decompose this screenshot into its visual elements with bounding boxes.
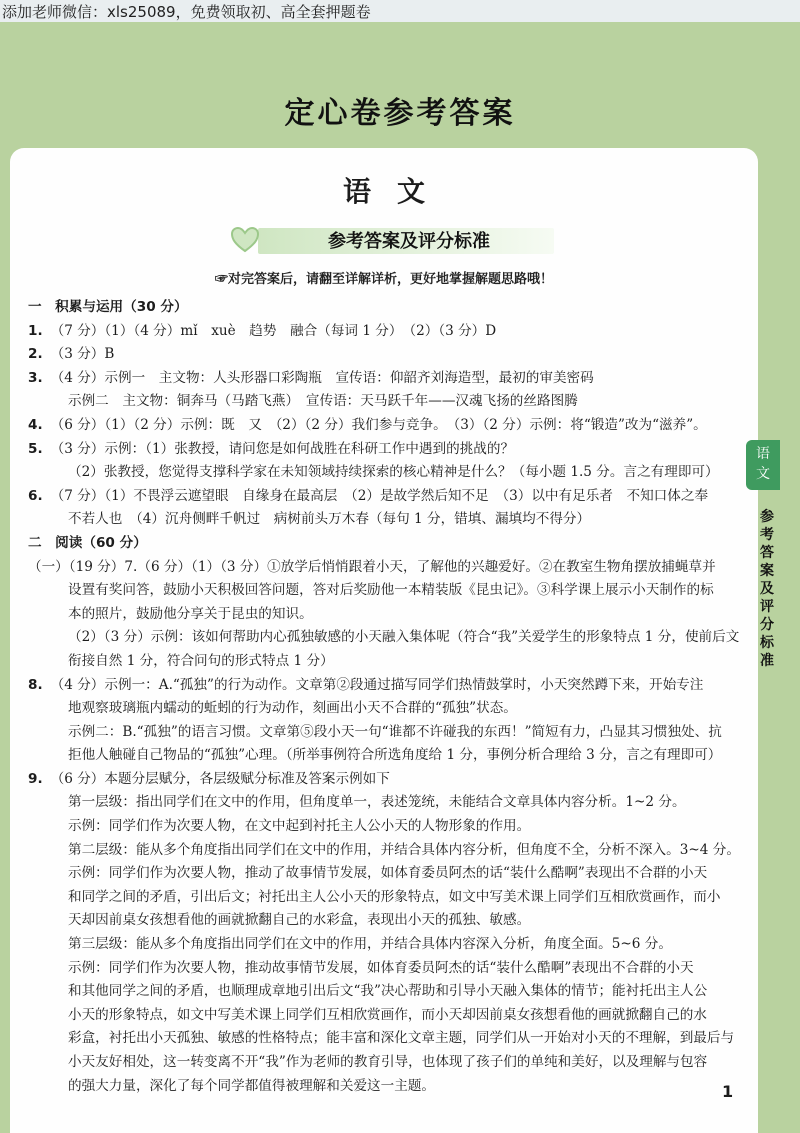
- answer-line: [28, 579, 750, 603]
- answer-line: [28, 556, 750, 580]
- question-text: （3 分）B: [50, 346, 115, 363]
- top-bar: [0, 0, 800, 22]
- question-text: （4 分）示例一 主文物：人头形器口彩陶瓶 宣传语：仰韶齐刘海造型，最初的审美密码: [50, 369, 594, 386]
- side-label-char: 考: [760, 527, 774, 543]
- answer-text: 示例：同学们作为次要人物，推动了故事情节发展，如体育委员阿杰的话“装什么酷啊”表现出不合群的小天: [68, 865, 708, 882]
- answer-line: [28, 390, 750, 414]
- section-banner: [224, 224, 554, 256]
- question-line: [28, 367, 750, 391]
- question-line: [28, 343, 750, 367]
- answer-line: [28, 1051, 750, 1075]
- answer-text: 和同学之间的矛盾，引出后文；衬托出主人公小天的形象特点，如文中写美术课上同学们互相欣赏画作，而小: [68, 888, 721, 905]
- question-text: （7 分）（1）（4 分）mǐ xuè 趋势 融合（每词 1 分） （2）（3 分）D: [50, 322, 497, 339]
- answer-text: （一）（19 分）7.（6 分）（1）（3 分）①放学后悄悄跟着小天，了解他的兴趣爱好。②在教室生物角摆放捕蝇草并: [28, 558, 716, 575]
- answer-line: [28, 957, 750, 981]
- question-number: 2.: [28, 346, 43, 363]
- page-number: 1: [722, 1082, 734, 1101]
- question-text: （4 分）示例一：A.“孤独”的行为动作。文章第②段通过描写同学们热情鼓掌时，小天突然蹲下来，开始专注: [50, 676, 704, 693]
- answer-text: 第三层级：能从多个角度指出同学们在文中的作用，并结合具体内容深入分析，角度全面。5~6 分。: [68, 936, 672, 953]
- answer-line: [28, 1075, 750, 1099]
- question-line: [28, 485, 750, 509]
- answer-text: 和其他同学之间的矛盾，也顺理成章地引出后文“我”决心帮助和引导小天融入集体的情节；能衬托出主人公: [68, 983, 708, 1000]
- answer-line: [28, 862, 750, 886]
- question-number: 5.: [28, 440, 43, 457]
- side-label-char: 标: [760, 635, 774, 651]
- answer-line: [28, 791, 750, 815]
- side-section-label: [756, 508, 778, 670]
- answer-text: 第一层级：指出同学们在文中的作用，但角度单一，表述笼统，未能结合文章具体内容分析。1~2 分。: [68, 794, 686, 811]
- side-label-char: 评: [760, 599, 774, 615]
- main-title: 定心卷参考答案: [284, 96, 516, 131]
- question-number: 6.: [28, 487, 43, 504]
- question-number: 9.: [28, 770, 43, 787]
- question-number: 3.: [28, 369, 43, 386]
- answer-text: 第二层级：能从多个角度指出同学们在文中的作用，并结合具体内容分析，但角度不全，分析不深入。3~4 分。: [68, 841, 740, 858]
- answer-line: [28, 1027, 750, 1051]
- answer-line: [28, 461, 750, 485]
- side-label-char: 参: [760, 509, 774, 525]
- answer-line: [28, 650, 750, 674]
- question-line: [28, 438, 750, 462]
- subject-tab[interactable]: [746, 440, 780, 490]
- answer-text: 本的照片，鼓励他分享关于昆虫的知识。: [68, 605, 313, 622]
- answer-line: [28, 744, 750, 768]
- question-text: （6 分）（1）（2 分）示例：既 又 （2）（2 分）我们参与竞争。 （3）（2 分）示例：将“锻造”改为“滋养”。: [50, 416, 707, 433]
- answer-text: 彩盒，衬托出小天孤独、敏感的性格特点；能丰富和深化文章主题，同学们从一开始对小天的不理解，到最后与: [68, 1030, 735, 1047]
- answer-text: 示例二：B.“孤独”的语言习惯。文章第⑤段小天一句“谁都不许碰我的东西！”简短有力，凸显其习惯独处、抗: [68, 723, 722, 740]
- answer-line: [28, 697, 750, 721]
- subject-tab-char: 语: [756, 446, 770, 462]
- answer-text: 设置有奖问答，鼓励小天积极回答问题，答对后奖励他一本精装版《昆虫记》。③科学课上展示小天制作的标: [68, 582, 714, 599]
- banner-text: 参考答案及评分标准: [328, 231, 490, 252]
- answer-line: [28, 1004, 750, 1028]
- answer-text: 示例：同学们作为次要人物，推动故事情节发展，如体育委员阿杰的话“装什么酷啊”表现出不合群的小天: [68, 959, 694, 976]
- section-heading-text: 一 积累与运用（30 分）: [28, 299, 188, 315]
- question-line: [28, 674, 750, 698]
- side-label-char: 答: [760, 545, 774, 561]
- question-text: （3 分）示例：（1）张教授，请问您是如何战胜在科研工作中遇到的挑战的？: [50, 440, 515, 457]
- answer-text: 衔接自然 1 分，符合问句的形式特点 1 分）: [68, 652, 334, 669]
- answer-text: 地观察玻璃瓶内蠕动的蚯蚓的行为动作，刻画出小天不合群的“孤独”状态。: [68, 700, 517, 717]
- answer-text: 不若人也 （4）沉舟侧畔千帆过 病树前头万木春（每句 1 分，错填、漏填均不得分）: [68, 511, 591, 528]
- answer-text: （2）张教授，您觉得支撑科学家在未知领域持续探索的核心精神是什么？（每小题 1.5 分。言之有理即可）: [68, 464, 719, 481]
- section-heading: [28, 296, 750, 320]
- answer-line: [28, 909, 750, 933]
- answer-line: [28, 603, 750, 627]
- answer-line: [28, 508, 750, 532]
- answer-content: [28, 296, 750, 1098]
- answer-line: [28, 886, 750, 910]
- answer-text: 拒他人触碰自己物品的“孤独”心理。（所举事例符合所选角度给 1 分，事例分析合理给 3 分，言之有理即可）: [68, 747, 722, 764]
- answer-line: [28, 933, 750, 957]
- side-label-char: 准: [760, 653, 774, 669]
- question-line: [28, 768, 750, 792]
- answer-line: [28, 721, 750, 745]
- subject-title: 语文: [342, 175, 451, 208]
- answer-sheet: [10, 148, 758, 1133]
- question-line: [28, 414, 750, 438]
- answer-text: 的强大力量，深化了每个同学都值得被理解和关爱这一主题。: [68, 1077, 436, 1094]
- question-number: 1.: [28, 322, 43, 339]
- side-label-char: 案: [760, 563, 774, 579]
- answer-line: [28, 980, 750, 1004]
- answer-text: 天却因前桌女孩想看他的画就掀翻自己的水彩盒，表现出小天的孤独、敏感。: [68, 912, 531, 929]
- section-heading: [28, 532, 750, 556]
- section-heading-text: 二 阅读（60 分）: [28, 534, 147, 551]
- question-text: （6 分）本题分层赋分，各层级赋分标准及答案示例如下: [50, 770, 390, 787]
- answer-text: 示例二 主文物：铜奔马（马踏飞燕） 宣传语：天马跃千年——汉魂飞扬的丝路图腾: [68, 393, 578, 410]
- question-number: 4.: [28, 416, 43, 433]
- subject-tab-char: 文: [756, 466, 770, 482]
- tip-text: ☞对完答案后，请翻至详解详析，更好地掌握解题思路哦！: [214, 272, 553, 287]
- answer-text: 示例：同学们作为次要人物，在文中起到衬托主人公小天的人物形象的作用。: [68, 818, 531, 835]
- question-text: （7 分）（1）不畏浮云遮望眼 自缘身在最高层 （2）是故学然后知不足 （3）以中有足乐者 不知口体之奉: [50, 487, 709, 504]
- answer-line: [28, 626, 750, 650]
- question-number: 8.: [28, 676, 43, 693]
- answer-line: [28, 815, 750, 839]
- answer-text: 小天的形象特点，如文中写美术课上同学们互相欣赏画作，而小天却因前桌女孩想看他的画就掀翻自己的水: [68, 1006, 707, 1023]
- question-line: [28, 320, 750, 344]
- answer-text: （2）（3 分）示例：该如何帮助内心孤独敏感的小天融入集体呢（符合“我”关爱学生的形象特点 1 分，使前后文: [68, 629, 740, 646]
- side-label-char: 及: [760, 581, 774, 597]
- side-label-char: 分: [760, 617, 774, 633]
- answer-text: 小天友好相处，这一转变离不开“我”作为老师的教育引导，也体现了孩子们的单纯和美好，以及理解与包容: [68, 1054, 708, 1070]
- answer-line: [28, 839, 750, 863]
- watermark-text: 添加老师微信：xls25089，免费领取初、高全套押题卷: [2, 3, 371, 21]
